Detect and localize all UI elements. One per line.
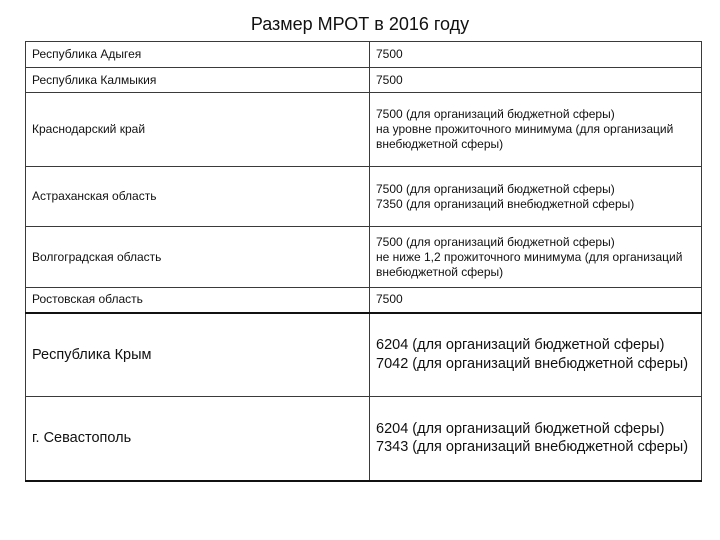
mrot-table (25, 41, 702, 482)
page-title: Размер МРОТ в 2016 году (250, 14, 470, 34)
table-row (26, 227, 702, 288)
region-cell: Краснодарский край (26, 93, 370, 167)
region-cell: Астраханская область (26, 167, 370, 227)
region-cell: г. Севастополь (26, 397, 370, 481)
value-cell: 7500 (для организаций бюджетной сферы) не ниже 1,2 прожиточного минимума (для организаций внебюджетной сферы) (370, 227, 702, 288)
table-row (26, 288, 702, 313)
value-cell: 7500 (370, 288, 702, 313)
value-cell: 6204 (для организаций бюджетной сферы) 7042 (для организаций внебюджетной сферы) (370, 313, 702, 397)
value-cell: 6204 (для организаций бюджетной сферы) 7343 (для организаций внебюджетной сферы) (370, 397, 702, 481)
value-cell: 7500 (370, 68, 702, 93)
table-row (26, 313, 702, 397)
table-row (26, 68, 702, 93)
region-cell: Ростовская область (26, 288, 370, 313)
table-row (26, 93, 702, 167)
region-cell: Республика Калмыкия (26, 68, 370, 93)
region-cell: Республика Крым (26, 313, 370, 397)
table-row (26, 167, 702, 227)
value-cell: 7500 (для организаций бюджетной сферы) на уровне прожиточного минимума (для организаций внебюджетной сферы) (370, 93, 702, 167)
table-row (26, 42, 702, 68)
value-cell: 7500 (для организаций бюджетной сферы) 7350 (для организаций внебюджетной сферы) (370, 167, 702, 227)
region-cell: Республика Адыгея (26, 42, 370, 68)
value-cell: 7500 (370, 42, 702, 68)
table-row (26, 397, 702, 481)
region-cell: Волгоградская область (26, 227, 370, 288)
